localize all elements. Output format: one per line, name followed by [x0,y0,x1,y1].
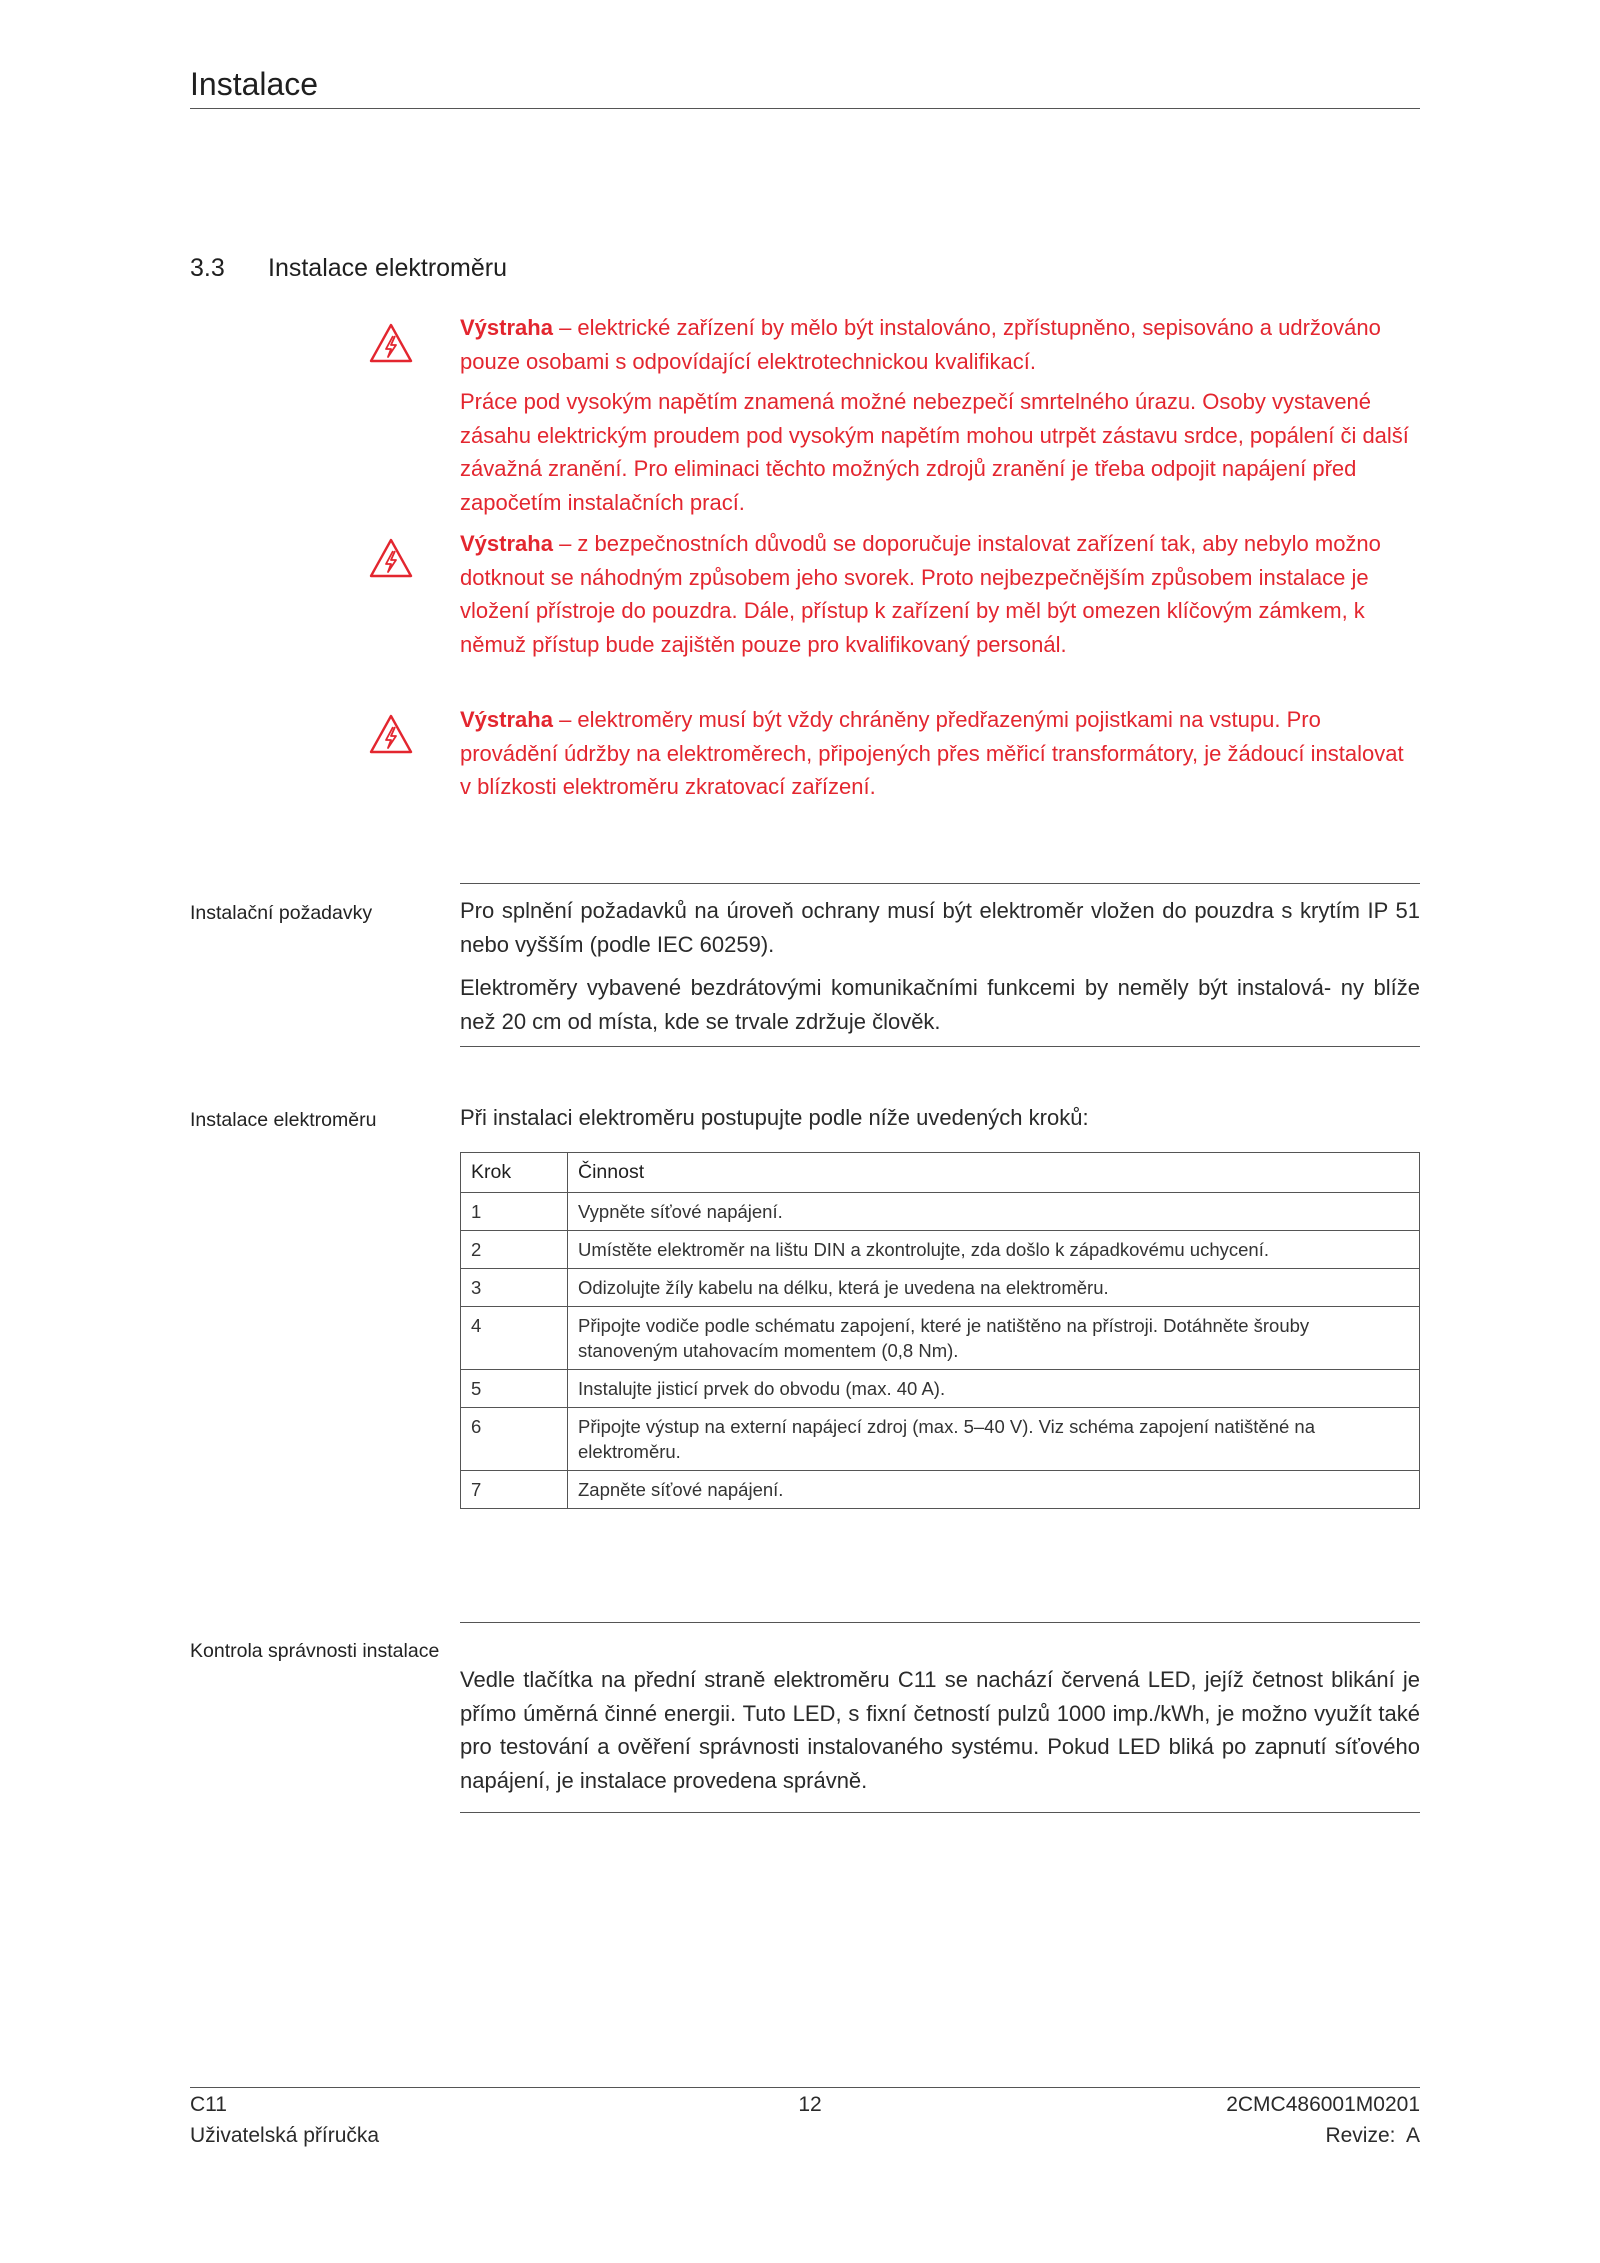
section-divider [460,1812,1420,1813]
section-divider [460,1622,1420,1623]
section-title: Instalace elektroměru [268,254,508,282]
requirements-paragraph-2: Elektroměry vybavené bezdrátovými komunikačními funkcemi by neměly být instalová- ny blíže než 20 cm od místa, kde se trvale zdržuje člověk. [460,975,1420,1034]
table-row [461,1193,1420,1231]
footer-product: C11 [190,2093,227,2116]
step-number: 1 [461,1193,568,1231]
high-voltage-warning-icon [368,322,414,364]
step-action: Odizolujte žíly kabelu na délku, která je uvedena na elektroměru. [568,1269,1420,1307]
step-action: Instalujte jisticí prvek do obvodu (max. 40 A). [568,1370,1420,1408]
step-number: 3 [461,1269,568,1307]
step-action: Umístěte elektroměr na lištu DIN a zkontrolujte, zda došlo k západkovému uchycení. [568,1231,1420,1269]
requirements-label: Instalační požadavky [190,902,373,924]
page-number: 12 [798,2093,822,2116]
table-row [461,1307,1420,1370]
table-row [461,1231,1420,1269]
verification-paragraph: Vedle tlačítka na přední straně elektroměru C11 se nachází červená LED, jejíž četnost blikání je přímo úměrná činné energii. Tuto LED, s fixní četností pulzů 1000 imp./kWh, je možno využít také pro testování a ověření správnosti instalovaného systému. Pokud LED bliká po zapnutí síťového napájení, je instalace provedena správně. [460,1667,1420,1793]
step-action: Připojte vodiče podle schématu zapojení, které je natištěno na přístroji. Dotáhněte šrouby stanoveným utahovacím momentem (0,8 Nm). [568,1307,1420,1370]
installation-steps-table [460,1152,1420,1509]
page-header-title: Instalace [190,66,319,102]
step-number: 7 [461,1471,568,1509]
high-voltage-warning-icon [368,713,414,755]
warning-label: Výstraha [460,315,553,340]
table-header-row [461,1153,1420,1193]
step-number: 4 [461,1307,568,1370]
step-action: Připojte výstup na externí napájecí zdroj (max. 5–40 V). Viz schéma zapojení natištěné na elektroměru. [568,1408,1420,1471]
warning-text: – z bezpečnostních důvodů se doporučuje instalovat zařízení tak, aby nebylo možno dotknout se náhodným způsobem jeho svorek. Proto nejbezpečnějším způsobem instalace je vložení přístroje do pouzdra. Dále, přístup k zařízení by měl být omezen klíčovým zámkem, k němuž přístup bude zajištěn pouze pro kvalifikovaný personál. [460,531,1381,657]
footer-divider [190,2087,1420,2088]
footer-revision: Revize: A [1325,2124,1420,2147]
warning-label: Výstraha [460,707,553,732]
warning-paragraph [460,703,1420,804]
warning-paragraph [460,311,1420,378]
verification-label: Kontrola správnosti instalace [190,1640,440,1662]
step-action: Zapněte síťové napájení. [568,1471,1420,1509]
step-number: 5 [461,1370,568,1408]
table-row [461,1471,1420,1509]
step-number: 6 [461,1408,568,1471]
section-divider [460,883,1420,884]
requirements-paragraph-1: Pro splnění požadavků na úroveň ochrany musí být elektroměr vložen do pouzdra s krytím IP 51 nebo vyšším (podle IEC 60259). [460,898,1420,957]
warning-label: Výstraha [460,531,553,556]
footer-doc-id: 2CMC486001M0201 [1226,2093,1420,2116]
footer-doc-type: Uživatelská příručka [190,2124,380,2147]
step-action: Vypněte síťové napájení. [568,1193,1420,1231]
warning-block-3 [460,703,1420,811]
warning-block-1 [460,311,1420,526]
high-voltage-warning-icon [368,537,414,579]
warning-block-2 [460,527,1420,668]
section-heading [190,254,507,283]
column-header-step: Krok [461,1153,568,1193]
warning-extra-text: Práce pod vysokým napětím znamená možné nebezpečí smrtelného úrazu. Osoby vystavené zásahu elektrickým proudem pod vysokým napětím mohou utrpět zástavu srdce, popálení či další závažná zranění. Pro eliminaci těchto možných zdrojů zranění je třeba odpojit napájení před započetím instalačních prací. [460,389,1409,515]
warning-paragraph [460,527,1420,661]
column-header-action: Činnost [568,1153,1420,1193]
requirements-text [460,894,1420,1048]
section-number: 3.3 [190,254,225,282]
table-row [461,1408,1420,1471]
warning-text: – elektrické zařízení by mělo být instalováno, zpřístupněno, sepisováno a udržováno pouze osobami s odpovídající elektrotechnickou kvalifikací. [460,315,1381,374]
table-row [461,1269,1420,1307]
header-divider [190,108,1420,109]
step-number: 2 [461,1231,568,1269]
installation-label: Instalace elektroměru [190,1109,377,1131]
warning-text: – elektroměry musí být vždy chráněny předřazenými pojistkami na vstupu. Pro provádění údržby na elektroměrech, připojených přes měřicí transformátory, je žádoucí instalovat v blízkosti elektroměru zkratovací zařízení. [460,707,1404,799]
installation-intro: Při instalaci elektroměru postupujte podle níže uvedených kroků: [460,1105,1089,1130]
section-divider [460,1046,1420,1047]
table-row [461,1370,1420,1408]
verification-text [460,1663,1420,1807]
